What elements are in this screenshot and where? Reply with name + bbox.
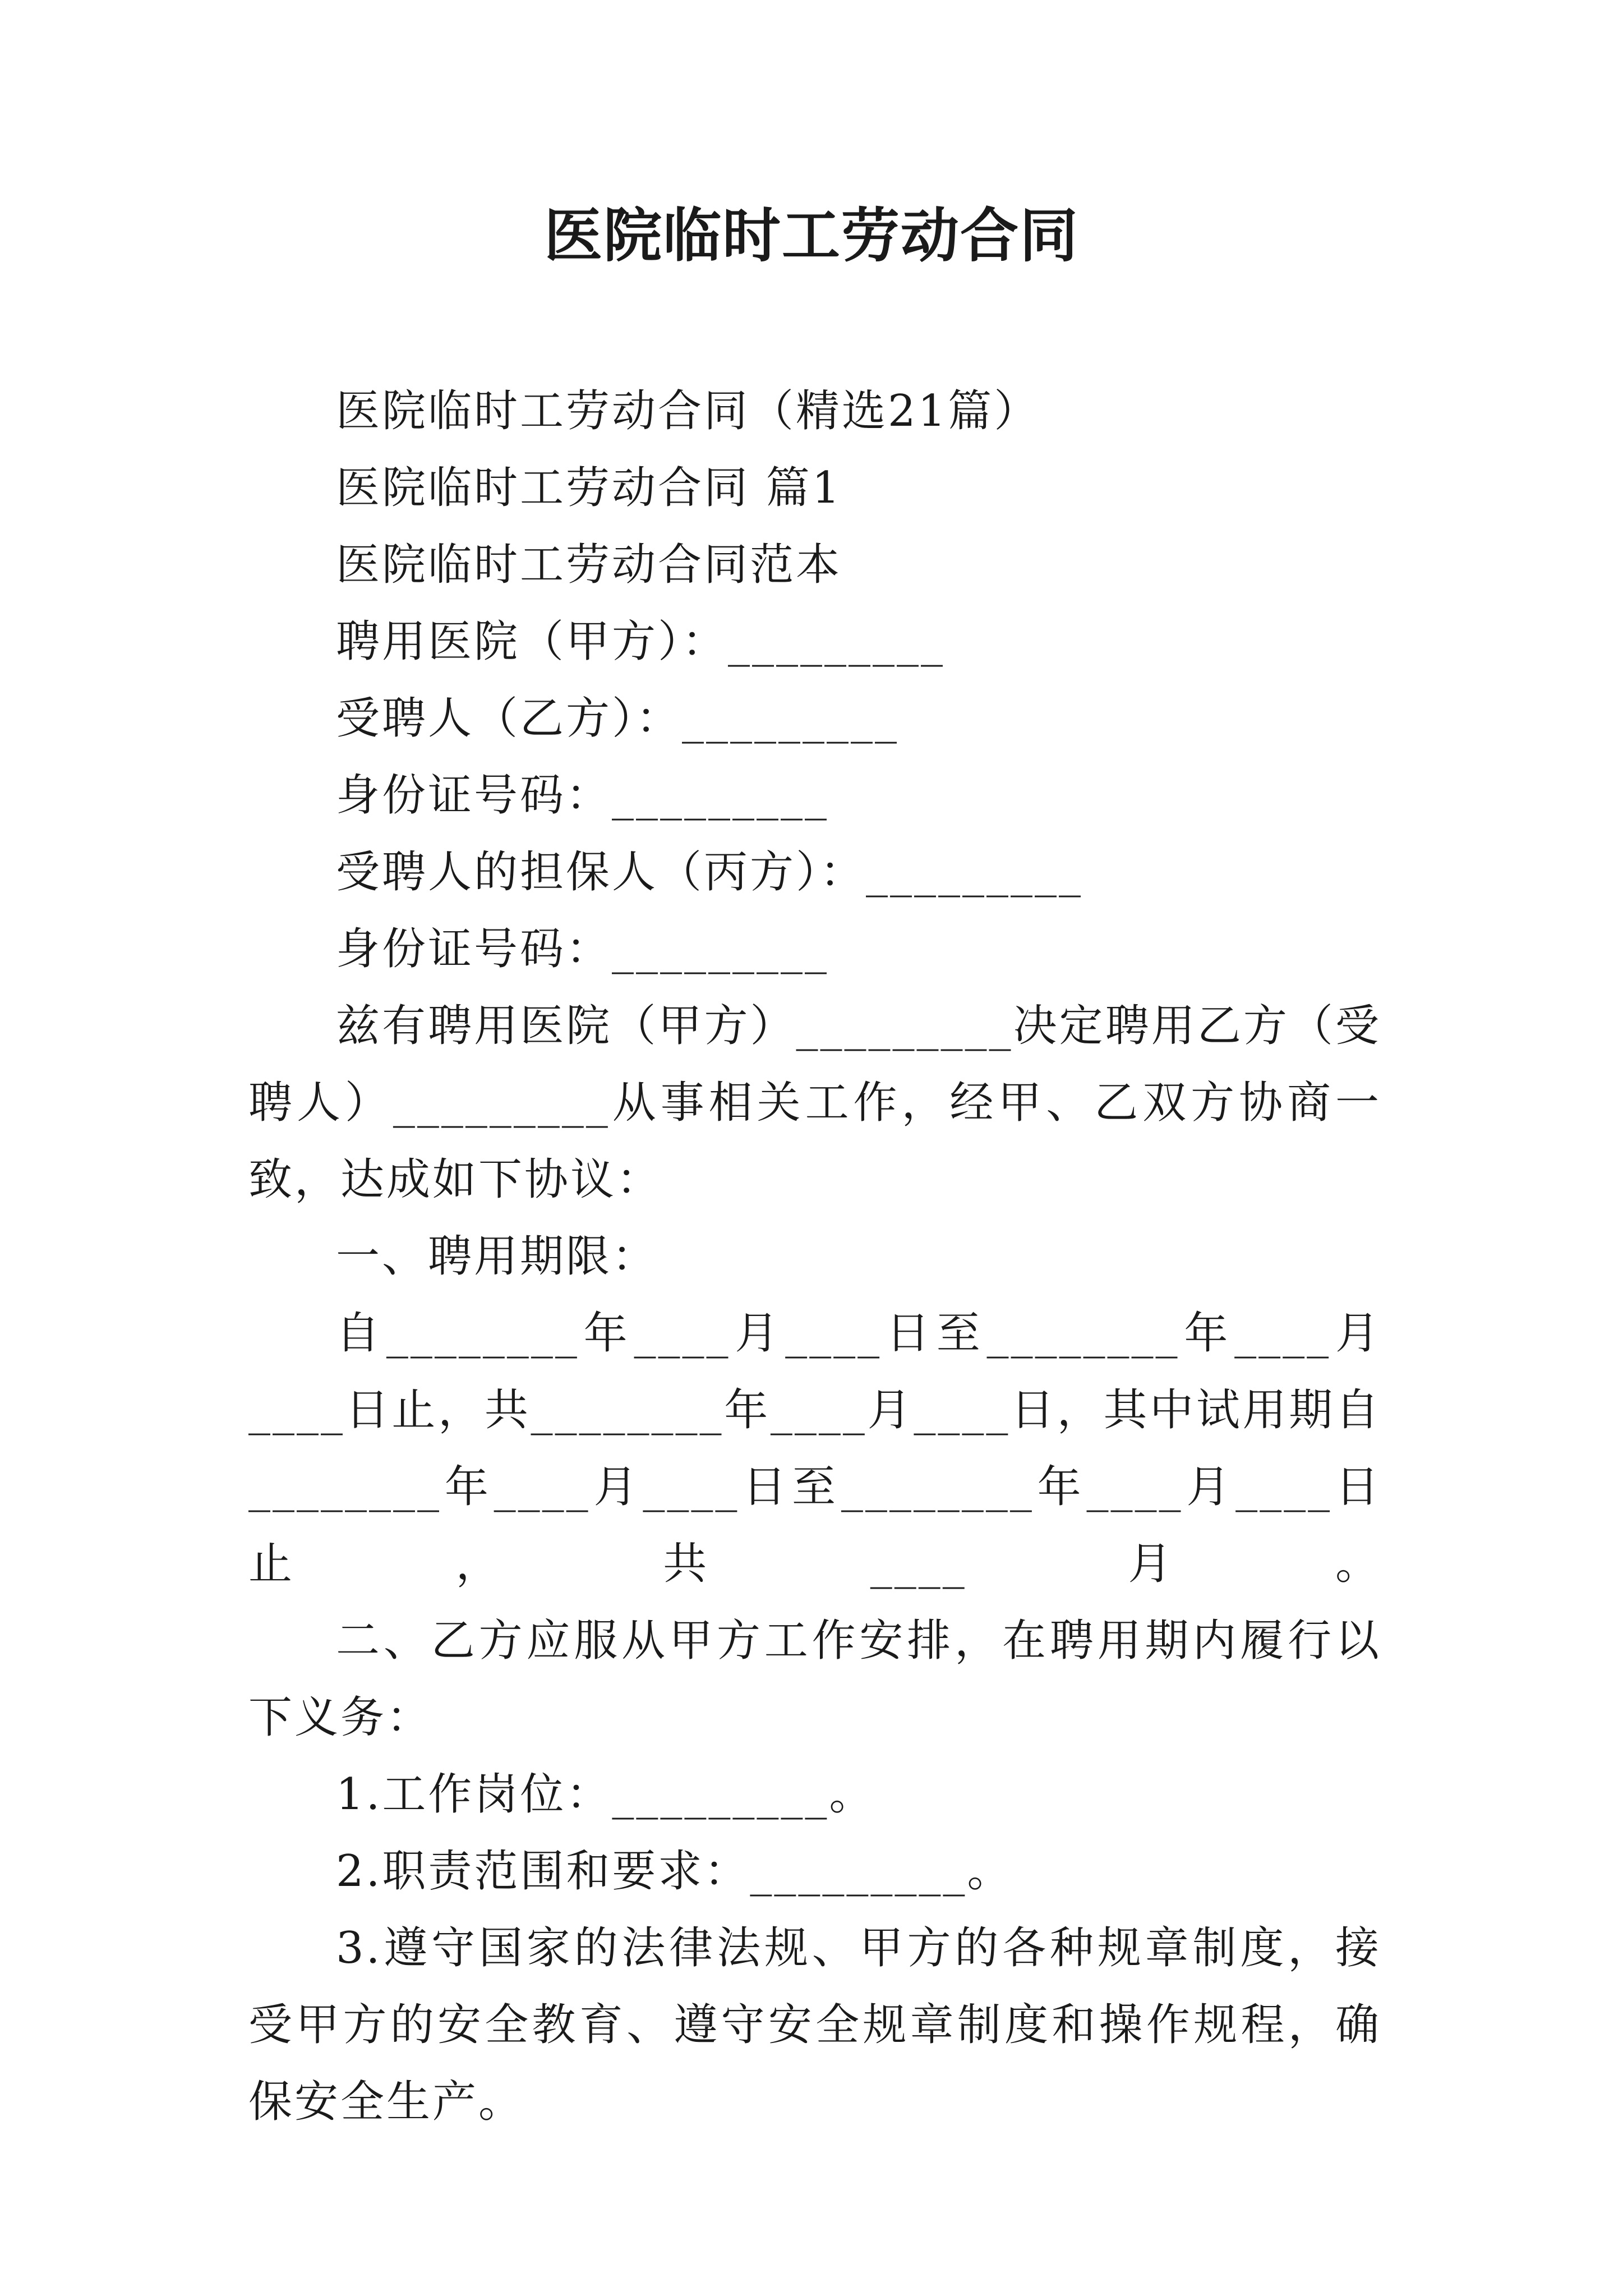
clause-heading-term: 一、聘用期限： (336, 1231, 658, 1282)
paragraph-template-title: 医院临时工劳动合同范本 (336, 540, 842, 590)
clause-term-dates: 自________年____月____日至________年____月____日止，共________年____月____日，其中试用期自________年____月____日至________年____月____日止，共____月。 (248, 1308, 1381, 1589)
document-title: 医院临时工劳动合同 (543, 201, 1079, 270)
paragraph-section-heading: 医院临时工劳动合同 篇1 (336, 463, 842, 513)
document-body (248, 373, 1381, 2141)
field-guarantor-id-number: 身份证号码：_________ (336, 924, 829, 974)
obligation-item-3: 3.遵守国家的法律法规、甲方的各种规章制度，接受甲方的安全教育、遵守安全规章制度和操作规程，确保安全生产。 (248, 1923, 1381, 2127)
paragraph-subtitle: 医院临时工劳动合同（精选21篇） (336, 386, 1040, 436)
field-employee-id-number: 身份证号码：_________ (336, 770, 829, 821)
clause-heading-obligations: 二、乙方应服从甲方工作安排，在聘用期内履行以下义务： (248, 1616, 1381, 1743)
obligation-item-2: 2.职责范围和要求：_________。 (336, 1846, 1013, 1897)
field-employer: 聘用医院（甲方）：_________ (336, 616, 946, 667)
obligation-item-1: 1.工作岗位：_________。 (336, 1769, 875, 1820)
paragraph-agreement-intro: 兹有聘用医院（甲方）_________决定聘用乙方（受聘人）_________从事相关工作，经甲、乙双方协商一致，达成如下协议： (248, 1001, 1381, 1205)
field-guarantor: 受聘人的担保人（丙方）：_________ (336, 847, 1083, 898)
field-employee: 受聘人（乙方）：_________ (336, 693, 900, 744)
